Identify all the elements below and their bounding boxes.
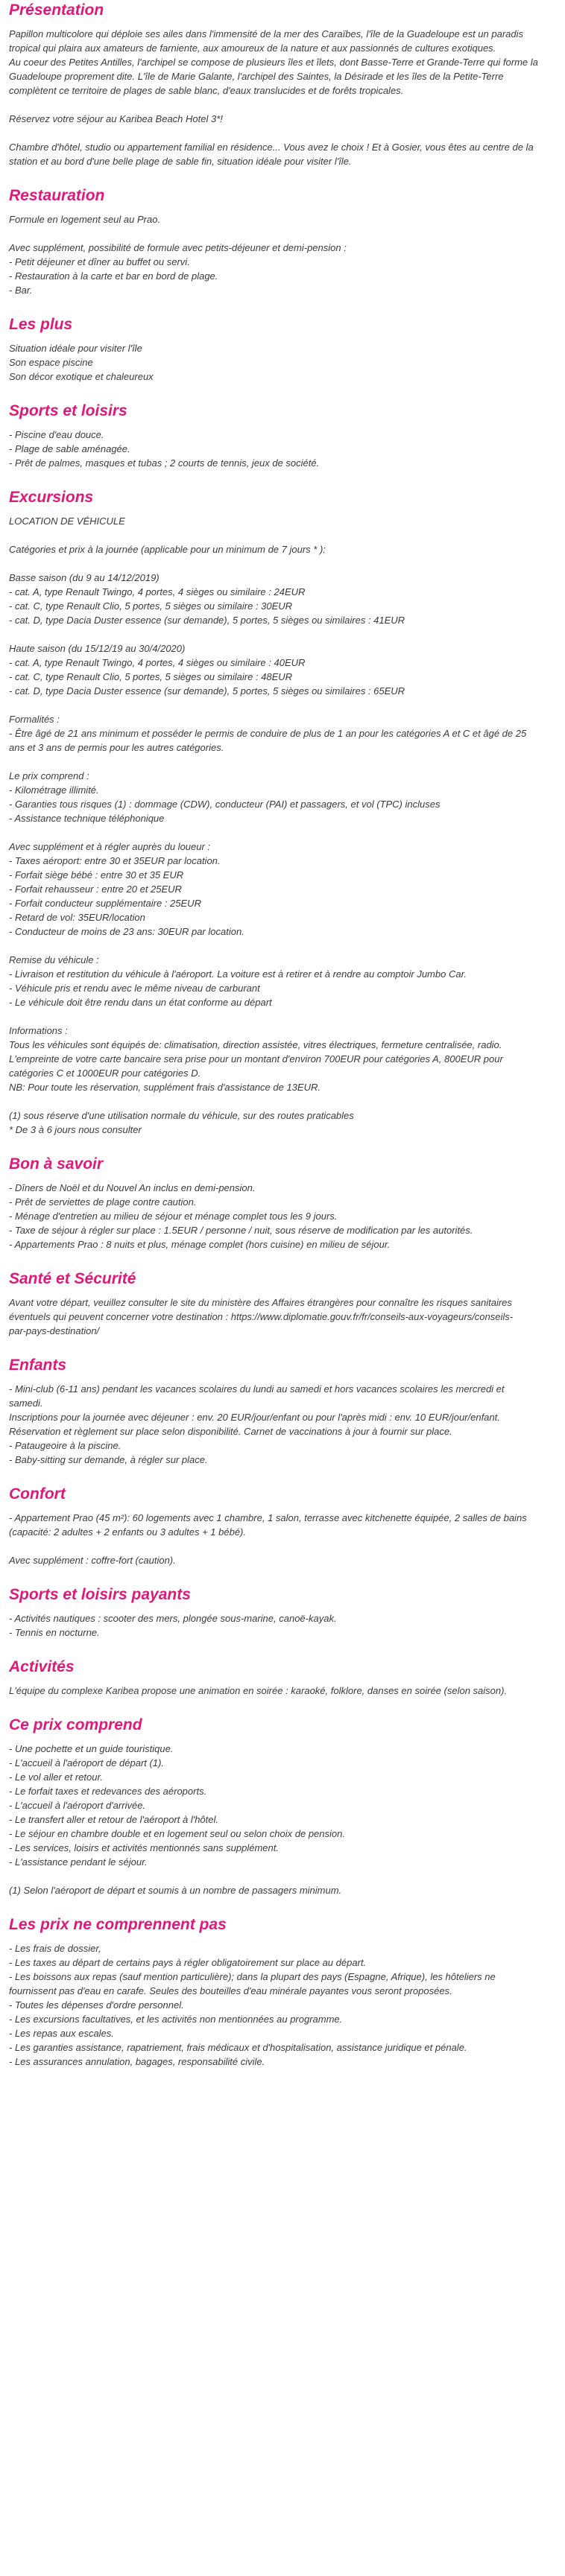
section-title: Confort <box>9 1485 66 1503</box>
blank-line <box>9 627 555 641</box>
text-line: - cat. D, type Dacia Duster essence (sur demande), 5 portes, 5 sièges ou similaires : 65EUR <box>9 685 405 697</box>
text-line: - Le véhicule doit être rendu dans un état conforme au départ <box>9 997 272 1008</box>
text-line: Le prix comprend : <box>9 770 89 781</box>
section-sports-loisirs <box>9 384 555 470</box>
blank-line <box>9 825 555 840</box>
text-line: (capacité: 2 adultes + 2 enfants ou 3 adultes + 1 bébé). <box>9 1526 246 1538</box>
text-line: Avant votre départ, veuillez consulter le site du ministère des Affaires étrangères pour connaître les risques sanitaires <box>9 1297 512 1308</box>
text-line: - Dîners de Noël et du Nouvel An inclus en demi-pension. <box>9 1182 256 1193</box>
section-title: Les prix ne comprennent pas <box>9 1916 227 1933</box>
text-line: Réservation et règlement sur place selon disponibilité. Carnet de vaccinations à jour à fournir sur place. <box>9 1426 452 1437</box>
text-line: fournissent pas d'eau en carafe. Seules des bouteilles d'eau minérale payantes vous seront proposées. <box>9 1985 452 1996</box>
section-body <box>9 1175 555 1251</box>
section-title: Restauration <box>9 187 105 204</box>
text-line: Basse saison (du 9 au 14/12/2019) <box>9 572 160 583</box>
section-title: Présentation <box>9 1 104 19</box>
section-bon-a-savoir <box>9 1137 555 1251</box>
text-line: - Bar. <box>9 285 33 296</box>
blank-line <box>9 1869 555 1883</box>
text-line: - cat. C, type Renault Clio, 5 portes, 5 sièges ou similaire : 30EUR <box>9 600 293 612</box>
blank-line <box>9 126 555 140</box>
text-line: par-pays-destination/ <box>9 1325 100 1336</box>
text-line: ans et 3 ans de permis pour les autres catégories. <box>9 742 224 753</box>
text-line: Son espace piscine <box>9 357 93 368</box>
text-line: Situation idéale pour visiter l'île <box>9 343 142 354</box>
text-line: - L'accueil à l'aéroport de départ (1). <box>9 1757 165 1768</box>
section-body <box>9 508 555 1137</box>
section-body <box>9 1736 555 1897</box>
text-line: - Les garanties assistance, rapatriement, frais médicaux et d'hospitalisation, assistance juridique et pénale. <box>9 2042 467 2053</box>
text-line: - Forfait rehausseur : entre 20 et 25EUR <box>9 883 182 895</box>
text-line: station et au bord d'une belle plage de sable fin, situation idéale pour visiter l'île. <box>9 156 352 167</box>
text-line: - Taxe de séjour à régler sur place : 1.5EUR / personne / nuit, sous réserve de modification par les autorités. <box>9 1225 473 1236</box>
section-body <box>9 422 555 470</box>
section-title: Enfants <box>9 1357 67 1374</box>
text-line: Avec supplément et à régler auprès du loueur : <box>9 841 211 852</box>
section-body <box>9 1289 555 1338</box>
text-line: - Pataugeoire à la piscine. <box>9 1440 121 1451</box>
text-line: - Retard de vol: 35EUR/location <box>9 912 145 923</box>
text-line: - Mini-club (6-11 ans) pendant les vacances scolaires du lundi au samedi et hors vacances scolaires les mercredi et <box>9 1383 505 1395</box>
section-sports-loisirs-payants <box>9 1567 555 1640</box>
blank-line <box>9 528 555 542</box>
section-presentation <box>9 0 555 168</box>
section-excursions <box>9 470 555 1137</box>
text-line: - cat. D, type Dacia Duster essence (sur demande), 5 portes, 5 sièges ou similaires : 41EUR <box>9 615 405 626</box>
text-line: Inscriptions pour la journée avec déjeuner : env. 20 EUR/jour/enfant ou pour l'après midi : env. 10 EUR/jour/enfant. <box>9 1412 500 1423</box>
section-enfants <box>9 1338 555 1467</box>
text-line: - Les taxes au départ de certains pays à régler obligatoirement sur place au départ. <box>9 1957 367 1968</box>
text-line: LOCATION DE VÉHICULE <box>9 515 125 527</box>
section-title: Excursions <box>9 489 94 506</box>
section-body <box>9 335 555 384</box>
section-title: Sports et loisirs payants <box>9 1586 191 1603</box>
blank-line <box>9 98 555 112</box>
blank-line <box>9 755 555 769</box>
text-line: Avec supplément : coffre-fort (caution). <box>9 1555 176 1566</box>
text-line: catégories C et 1000EUR pour catégories D. <box>9 1067 201 1079</box>
section-activites <box>9 1640 555 1698</box>
text-line: complètent ce territoire de plages de sable blanc, d'eaux translucides et de forêts tropicales. <box>9 85 404 96</box>
text-line: Tous les véhicules sont équipés de: climatisation, direction assistée, vitres électriques, fermeture centralisée, radio. <box>9 1039 502 1050</box>
text-line: - Prêt de serviettes de plage contre caution. <box>9 1196 197 1208</box>
text-line: * De 3 à 6 jours nous consulter <box>9 1124 142 1135</box>
text-line: (1) sous réserve d'une utilisation normale du véhicule, sur des routes praticables <box>9 1110 354 1121</box>
text-line: - Être âgé de 21 ans minimum et posséder le permis de conduire de plus de 1 an pour les catégories A et C et âgé de 25 <box>9 728 527 739</box>
text-line: - Kilométrage illimité. <box>9 784 99 796</box>
text-line: - Petit déjeuner et dîner au buffet ou servi. <box>9 256 190 267</box>
section-les-plus <box>9 297 555 384</box>
text-line: - Le transfert aller et retour de l'aéroport à l'hôtel. <box>9 1814 218 1825</box>
blank-line <box>9 1539 555 1553</box>
text-line: - Activités nautiques : scooter des mers, plongée sous-marine, canoë-kayak. <box>9 1613 337 1624</box>
blank-line <box>9 1009 555 1024</box>
text-line: - Les assurances annulation, bagages, responsabilité civile. <box>9 2056 265 2067</box>
section-sante-securite <box>9 1251 555 1338</box>
section-confort <box>9 1467 555 1567</box>
blank-line <box>9 226 555 241</box>
text-line: Remise du véhicule : <box>9 954 99 965</box>
text-line: - Ménage d'entretien au milieu de séjour et ménage complet tous les 9 jours. <box>9 1211 338 1222</box>
text-line: samedi. <box>9 1398 43 1409</box>
section-title: Santé et Sécurité <box>9 1270 136 1287</box>
text-line: Papillon multicolore qui déploie ses ailes dans l'immensité de la mer des Caraïbes, l'île de la Guadeloupe est un paradis <box>9 28 524 39</box>
blank-line <box>9 1094 555 1108</box>
text-line: L'équipe du complexe Karibea propose une animation en soirée : karaoké, folklore, danses en soirée (selon saison). <box>9 1685 508 1696</box>
text-line: - Les repas aux escales. <box>9 2028 114 2039</box>
text-line: - cat. A, type Renault Twingo, 4 portes, 4 sièges ou similaire : 24EUR <box>9 586 306 597</box>
text-line: Chambre d'hôtel, studio ou appartement familial en résidence... Vous avez le choix ! Et à Gosier, vous êtes au centre de la <box>9 142 534 153</box>
section-restauration <box>9 168 555 297</box>
text-line: - Garanties tous risques (1) : dommage (CDW), conducteur (PAI) et passagers, et vol (TPC) incluses <box>9 799 441 810</box>
section-body <box>9 1376 555 1467</box>
text-line: Au coeur des Petites Antilles, l'archipel se compose de plusieurs îles et îlets, dont Basse-Terre et Grande-Terre qui forme la <box>9 57 538 68</box>
text-line: - Forfait siège bébé : entre 30 et 35 EUR <box>9 869 184 881</box>
text-line: - Prêt de palmes, masques et tubas ; 2 courts de tennis, jeux de société. <box>9 457 320 469</box>
section-body <box>9 1605 555 1640</box>
text-line: - Une pochette et un guide touristique. <box>9 1743 174 1754</box>
section-prix-ne-comprennent-pas <box>9 1897 555 2069</box>
text-line: tropical qui plaira aux amateurs de farniente, aux amoureux de la nature et aux passionnés de cultures exotiques. <box>9 42 496 54</box>
text-line: Avec supplément, possibilité de formule avec petits-déjeuner et demi-pension : <box>9 242 347 253</box>
blank-line <box>9 939 555 953</box>
text-line: éventuels qui peuvent concerner votre destination : https://www.diplomatie.gouv.fr/fr/conseils-aux-voyageurs/conseils- <box>9 1311 514 1322</box>
text-line: - Baby-sitting sur demande, à régler sur place. <box>9 1454 208 1465</box>
text-line: - L'assistance pendant le séjour. <box>9 1856 148 1868</box>
text-line: - Plage de sable aménagée. <box>9 443 130 454</box>
section-body <box>9 206 555 297</box>
text-line: - Appartements Prao : 8 nuits et plus, ménage complet (hors cuisine) en milieu de séjour. <box>9 1239 391 1250</box>
text-line: Guadeloupe proprement dite. L'île de Marie Galante, l'archipel des Saintes, la Désirade et les îles de la Petite-Terre <box>9 71 504 82</box>
text-line: Formalités : <box>9 714 60 725</box>
section-body <box>9 1935 555 2069</box>
text-line: - Les frais de dossier, <box>9 1943 101 1954</box>
text-line: Catégories et prix à la journée (applicable pour un minimum de 7 jours * ): <box>9 544 326 555</box>
text-line: - Forfait conducteur supplémentaire : 25EUR <box>9 898 201 909</box>
section-title: Les plus <box>9 316 73 333</box>
text-line: (1) Selon l'aéroport de départ et soumis à un nombre de passagers minimum. <box>9 1885 342 1896</box>
blank-line <box>9 556 555 571</box>
text-line: L'empreinte de votre carte bancaire sera prise pour un montant d'environ 700EUR pour catégories A, 800EUR pour <box>9 1053 503 1065</box>
text-line: Son décor exotique et chaleureux <box>9 371 154 382</box>
text-line: Informations : <box>9 1025 68 1036</box>
section-title: Activités <box>9 1658 75 1675</box>
text-line: - Conducteur de moins de 23 ans: 30EUR par location. <box>9 926 244 937</box>
section-title: Bon à savoir <box>9 1155 104 1173</box>
section-title: Sports et loisirs <box>9 402 127 419</box>
text-line: - cat. A, type Renault Twingo, 4 portes, 4 sièges ou similaire : 40EUR <box>9 657 306 668</box>
text-line: - Restauration à la carte et bar en bord de plage. <box>9 270 218 282</box>
section-body <box>9 21 555 168</box>
text-line: - cat. C, type Renault Clio, 5 portes, 5 sièges ou similaire : 48EUR <box>9 671 293 682</box>
text-line: - Les services, loisirs et activités mentionnés sans supplément. <box>9 1842 279 1853</box>
text-line: - L'accueil à l'aéroport d'arrivée. <box>9 1800 146 1811</box>
text-line: - Toutes les dépenses d'ordre personnel. <box>9 1999 184 2011</box>
text-line: - Véhicule pris et rendu avec le même niveau de carburant <box>9 983 260 994</box>
text-line: - Les excursions facultatives, et les activités non mentionnées au programme. <box>9 2014 343 2025</box>
text-line: - Taxes aéroport: entre 30 et 35EUR par location. <box>9 855 221 866</box>
text-line: - Le séjour en chambre double et en logement seul ou selon choix de pension. <box>9 1828 345 1839</box>
text-line: - Tennis en nocturne. <box>9 1627 100 1638</box>
blank-line <box>9 698 555 712</box>
section-body <box>9 1678 555 1698</box>
text-line: - Livraison et restitution du véhicule à l'aéroport. La voiture est à retirer et à rendre au comptoir Jumbo Car. <box>9 968 467 980</box>
text-line: - Appartement Prao (45 m²): 60 logements avec 1 chambre, 1 salon, terrasse avec kitchenette équipée, 2 salles de bains <box>9 1512 527 1523</box>
text-line: - Le vol aller et retour. <box>9 1771 103 1783</box>
text-line: - Les boissons aux repas (sauf mention particulière); dans la plupart des pays (Espagne, Afrique), les hôteliers ne <box>9 1971 496 1982</box>
text-line: - Le forfait taxes et redevances des aéroports. <box>9 1786 207 1797</box>
text-line: Formule en logement seul au Prao. <box>9 214 161 225</box>
text-line: NB: Pour toute les réservation, supplément frais d'assistance de 13EUR. <box>9 1082 321 1093</box>
text-line: - Assistance technique téléphonique <box>9 813 165 824</box>
text-line: Haute saison (du 15/12/19 au 30/4/2020) <box>9 643 186 654</box>
section-title: Ce prix comprend <box>9 1716 142 1733</box>
section-ce-prix-comprend <box>9 1698 555 1897</box>
section-body <box>9 1505 555 1567</box>
text-line: Réservez votre séjour au Karibea Beach Hotel 3*! <box>9 113 223 124</box>
text-line: - Piscine d'eau douce. <box>9 429 104 440</box>
